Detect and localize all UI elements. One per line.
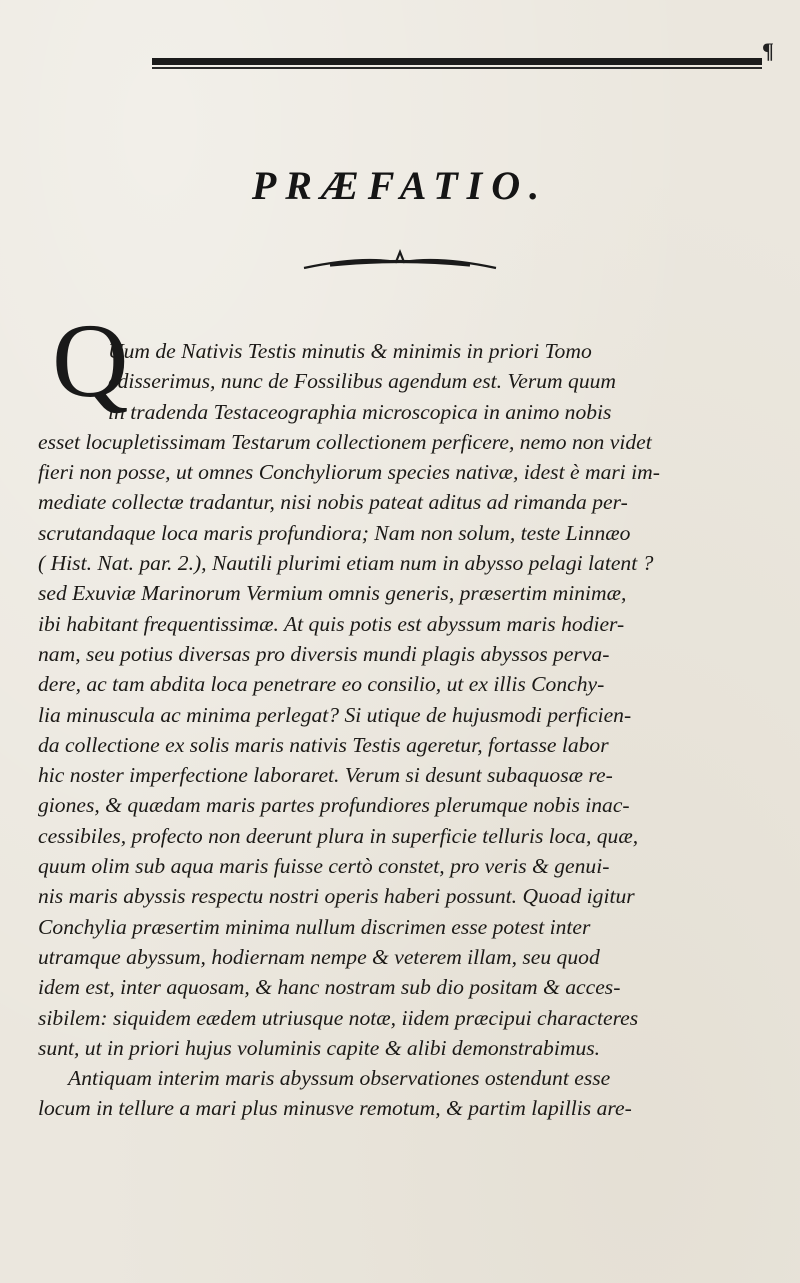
text-line: hic noster imperfectione laboraret. Verum si desunt subaquosæ re- <box>38 763 613 788</box>
text-line: Uum de Nativis Testis minutis & minimis in priori Tomo <box>108 339 592 363</box>
text-line: sibilem: siquidem eædem utriusque notæ, iidem præcipui characteres <box>38 1005 639 1030</box>
text-line: Antiquam interim maris abyssum observationes ostendunt esse <box>68 1066 611 1091</box>
header-rule-thin <box>152 67 762 69</box>
text-line: lia minuscula ac minima perlegat? Si utique de hujusmodi perficien- <box>38 702 632 727</box>
text-line: sed Exuviæ Marinorum Vermium omnis generis, præsertim minimæ, <box>38 581 627 606</box>
text-line: esset locupletissimam Testarum collectionem perficere, nemo non videt <box>38 429 652 454</box>
text-line: sunt, ut in priori hujus voluminis capite & alibi demonstrabimus. <box>38 1035 601 1060</box>
text-line: idem est, inter aquosam, & hanc nostram sub dio positam & acces- <box>38 975 621 1000</box>
text-line: mediate collectæ tradantur, nisi nobis pateat aditus ad rimanda per- <box>38 490 628 515</box>
text-line: locum in tellure a mari plus minusve remotum, & partim lapillis are- <box>38 1096 632 1121</box>
text-line: nis maris abyssis respectu nostri operis haberi possunt. Quoad igitur <box>38 884 635 909</box>
drop-cap: Q <box>52 302 129 419</box>
text-line: ibi habitant frequentissimæ. At quis potis est abyssum maris hodier- <box>38 611 625 636</box>
text-line: da collectione ex solis maris nativis Testis ageretur, fortasse labor <box>38 732 609 757</box>
text-line: cessibiles, profecto non deerunt plura in superficie telluris loca, quæ, <box>38 823 639 848</box>
text-line: dere, ac tam abdita loca penetrare eo consilio, ut ex illis Conchy- <box>38 672 605 697</box>
text-line: Conchylia præsertim minima nullum discrimen esse potest inter <box>38 914 591 939</box>
page-title: PRÆFATIO. <box>251 163 549 208</box>
text-line: scrutandaque loca maris profundiora; Nam non solum, teste Linnæo <box>38 520 631 545</box>
header-rule <box>152 54 762 70</box>
text-line: edisserimus, nunc de Fossilibus agendum est. Verum quum <box>108 369 617 394</box>
header-rule-thick <box>152 58 762 65</box>
text-line: ( Hist. Nat. par. 2.), Nautili plurimi etiam num in abysso pelagi latent ? <box>38 551 654 576</box>
text-line: utramque abyssum, hodiernam nempe & veterem illam, seu quod <box>38 944 600 969</box>
text-line: nam, seu potius diversas pro diversis mundi plagis abyssos perva- <box>38 641 610 666</box>
preface-body <box>38 302 763 1124</box>
ornament-divider-icon <box>300 248 500 272</box>
text-line: in tradenda Testaceographia microscopica in animo nobis <box>108 399 612 424</box>
text-line: giones, & quædam maris partes profundiores plerumque nobis inac- <box>38 793 630 818</box>
text-line: fieri non posse, ut omnes Conchyliorum species nativæ, idest è mari im- <box>38 460 660 485</box>
text-line: quum olim sub aqua maris fuisse certò constet, pro veris & genui- <box>38 854 610 879</box>
page-marker: ¶ <box>762 38 774 63</box>
